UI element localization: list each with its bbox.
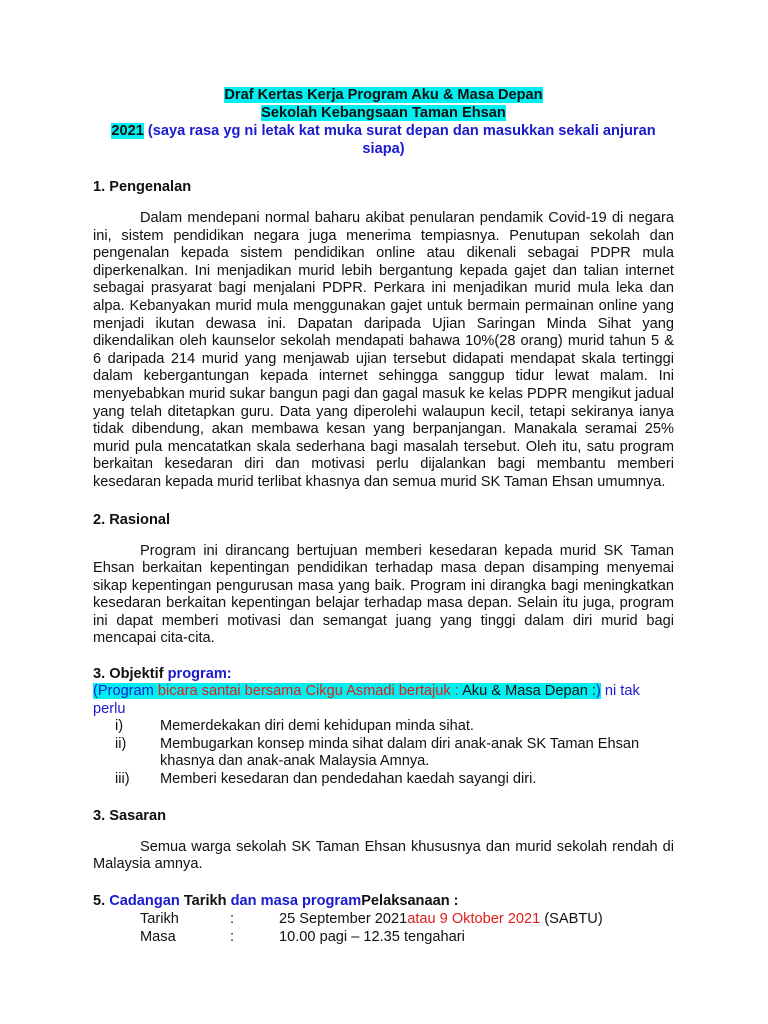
schedule-row-masa: Masa : 10.00 pagi – 12.35 tengahari — [140, 928, 465, 945]
paragraph-rasional: Program ini dirancang bertujuan memberi kesedaran kepada murid SK Taman Ehsan berkaitan kepentingan pendidikan terhadap masa depan disamping menyemai sikap kepentingan pengurusan masa yang baik. Program ini dirangka bagi meningkatkan kesedaran berkaitan kepentingan belajar terhadap masa depan. Selain itu juga, program ini dapat memberi motivasi dan semangat juang yang tinggi dalam diri murid bagi mencapai cita-cita. — [93, 542, 674, 647]
paragraph-pengenalan: Dalam mendepani normal baharu akibat penularan pendamik Covid-19 di negara ini, sistem pendidikan negara juga menerima tempiasnya. Penutupan sekolah dan pengenalan kepada sistem pendidikan online atau dikenali sebagai PDPR mula diperkenalkan. Ini menjadikan murid lebih bergantung kepada gajet dan talian internet sebagai prasyarat bagi menjalani PDPR. Perkara ini menjadikan murid mula leka dan alpa. Kebanyakan murid mula menggunakan gajet untuk bermain permainan online yang menjadi ikutan dewasa ini. Dapatan daripada Ujian Saringan Minda Sihat yang dikendalikan oleh kaunselor sekolah mendapati bahawa 10%(28 orang) murid tahun 5 & 6 daripada 214 murid yang menjawab ujian tersebut didapati mendapat skala tertinggi dalam kebergantungan kepada internet sehingga sanggup tidur lewat malam. Ini menyebabkan murid sukar bangun pagi dan gagal masuk ke kelas PDPR mengikut jadual yang telah ditetapkan guru. Data yang diperolehi walaupun kecil, tetapi sekiranya ianya tidak dibendung, akan membawa kesan yang berpanjangan. Manakala seramai 25% murid pula mencatatkan skala sederhana bagi masalah tersebut. Oleh itu, satu program berkaitan kesedaran diri dan motivasi perlu dijalankan bagi membantu memberi kesedaran kepada murid terlibat khasnya dan semua murid SK Taman Ehsan umumnya. — [93, 210, 674, 490]
section-heading-pelaksanaan: 5. Cadangan Tarikh dan masa programPelaksanaan : — [93, 892, 459, 909]
doc-title-year-comment — [93, 122, 674, 158]
doc-title-year: 2021 — [111, 123, 144, 139]
document-page — [93, 86, 674, 946]
objektif-reviewer-note: (Program bicara santai bersama Cikgu Asmadi bertajuk : Aku & Masa Depan :) ni tak perlu — [93, 683, 640, 717]
reviewer-comment: (saya rasa yg ni letak kat muka surat depan dan masukkan sekali anjuran siapa) — [147, 123, 656, 157]
list-item: i) Memerdekakan diri demi kehidupan minda sihat. — [115, 718, 474, 735]
list-item: iii) Memberi kesedaran dan pendedahan kaedah sayangi diri. — [115, 771, 537, 788]
section-heading-pengenalan: 1. Pengenalan — [93, 179, 192, 195]
section-heading-objektif: 3. Objektif program: — [93, 666, 232, 683]
section-heading-sasaran: 3. Sasaran — [93, 807, 167, 824]
paragraph-sasaran: Semua warga sekolah SK Taman Ehsan khususnya dan murid sekolah rendah di Malaysia amnya. — [93, 838, 674, 873]
objektif-list — [93, 718, 674, 788]
schedule-row-tarikh: Tarikh : 25 September 2021atau 9 Oktober 2021 (SABTU) — [140, 910, 603, 927]
list-item: ii) Membugarkan konsep minda sihat dalam diri anak-anak SK Taman Ehsan khasnya dan anak-anak Malaysia Amnya. — [115, 735, 640, 770]
doc-title-line2: Sekolah Kebangsaan Taman Ehsan — [261, 105, 506, 121]
section-heading-rasional: 2. Rasional — [93, 511, 171, 528]
doc-title-line1: Draf Kertas Kerja Program Aku & Masa Depan — [224, 87, 543, 103]
